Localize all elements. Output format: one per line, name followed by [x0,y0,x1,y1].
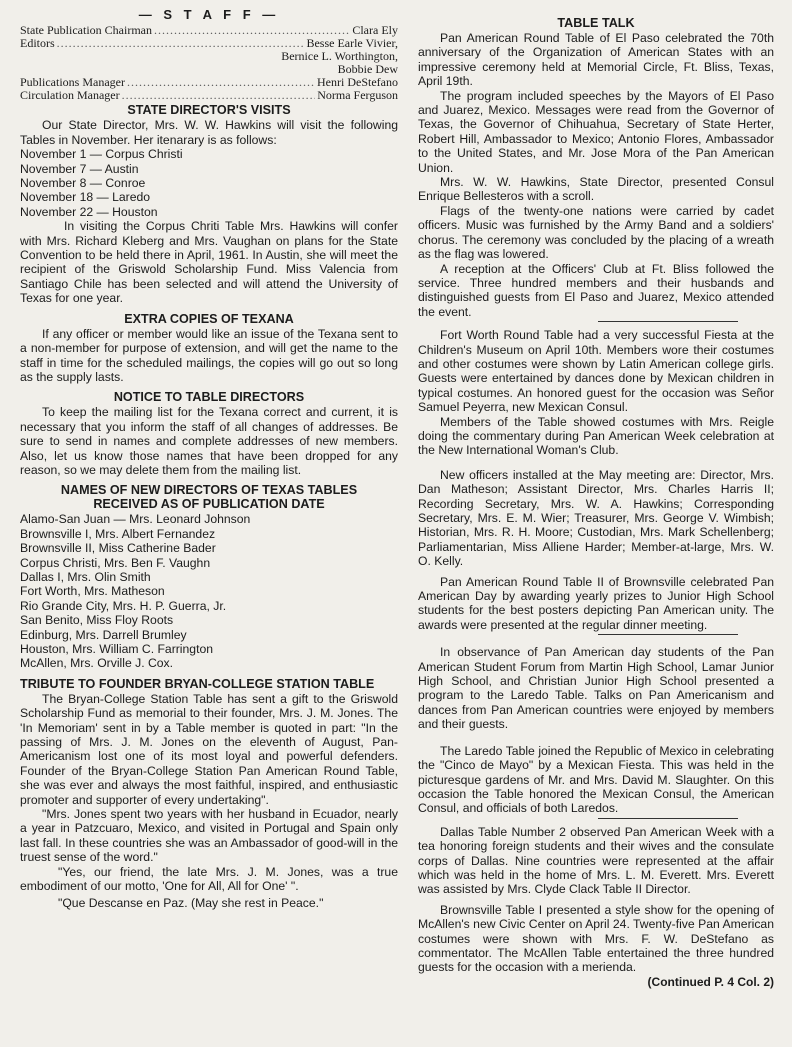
news-item [418,468,774,569]
paragraph: The program included speeches by the Mayors of El Paso and Juarez, Mexico. Messages were read from the Governor of Texas, the Governor of Chihuahua, Secretary of State Herter, Robert Hill, Ambassador to Mexico; Antonio Flores, Ambassador to the United States, and Mr. Jose Mora of the Pan American Union. [418,88,774,175]
staff-row: State Publication Chairman ..... Clara Ely [20,24,398,37]
paragraph: Brownsville Table I presented a style show for the opening of McAllen's new Civic Center on April 24. Twenty-five Pan American costumes were shown with Mrs. F. W. DeStefano as commentator. The McAllen Table entertained the three hundred guests for the occasion with a merienda. [418,902,774,975]
paragraph: "Que Descanse en Paz. (May she rest in Peace." [58,895,324,910]
list-item: November 8 — Conroe [20,176,146,191]
section-heading: TRIBUTE TO FOUNDER BRYAN-COLLEGE STATION TABLE [20,676,375,691]
paragraph: Fort Worth Round Table had a very successful Fiesta at the Children's Museum on April 10th. Members wore their costumes and other costumes were shown by Latin American college girls. Guests were entertained by dances done by Mexican children in typical costumes. An honored guest for the occasion was Señor Samuel Peyerra, new Mexican Consul. [418,328,774,415]
news-item [418,31,774,319]
section-heading: EXTRA COPIES OF TEXANA [124,311,294,326]
divider [598,634,738,635]
director-list [20,512,398,670]
list-item: Brownsville I, Mrs. Albert Fernandez [20,526,216,541]
staff-row: Circulation Manager ..... Norma Ferguson [20,89,398,102]
paragraph: Pan American Round Table of El Paso celebrated the 70th anniversary of the Organization of American States with an impressive ceremony held at Memorial Circle, Ft. Bliss, Texas, April 19th. [418,31,774,89]
list-item: Dallas I, Mrs. Olin Smith [20,569,151,584]
paragraph: "Mrs. Jones spent two years with her husband in Ecuador, nearly a year in Patzcuaro, Mexico, and visited in Portugal and Spain only last fall. In these countries she was an Ambassador of good-will in the truest sense of the word." [20,807,398,865]
paragraph: If any officer or member would like an issue of the Texana sent to a non-member for purpose of extension, and will get the name to the staff in time for the scheduled mailings, the copies will go out so long as the supply lasts. [20,326,398,384]
paragraph: To keep the mailing list for the Texana correct and current, it is necessary that you inform the staff of all changes of addresses. Be sure to send in names and complete addresses of new members. Also, let us know those names that have been dropped for any reason, so we may delete them from the mailing list. [20,405,398,477]
paragraph: The Laredo Table joined the Republic of Mexico in celebrating the "Cinco de Mayo" by a Mexican Fiesta. This was held in the picturesque gardens of Mr. and Mrs. David M. Slaughter. On this occasion the Table honored the Mexican Consul, the American Consul, and officials of both Laredos. [418,743,774,816]
staff-row: Editors ..... Besse Earle Vivier, [20,37,398,50]
paragraph: New officers installed at the May meeting are: Director, Mrs. Dan Matheson; Assistant Director, Mrs. Charles Harris II; Recording Secretary, Mrs. W. A. Hawkins; Corresponding Secretary, Mrs. E. M. Wier; Treasurer, Mrs. George V. Wimbish; Historian, Mrs. R. H. Moore; Custodian, Mrs. Mark Schellenberg; Parliamentarian, Miss Alliene Harder; Member-at-large, Mrs. W. O. Kelly. [418,467,774,569]
left-column [20,8,398,910]
paragraph: In visiting the Corpus Chriti Table Mrs. Hawkins will confer with Mrs. Richard Kleberg and Mrs. Vaughan on plans for the State Convention to be held there in April, 1961. In Austin, she will meet the recipient of the Griswold Scholarship Fund. Miss Valencia from Santiago Chile has been selected and will attend the University of Texas for one year. [20,219,398,306]
list-item: Fort Worth, Mrs. Matheson [20,584,165,599]
list-item: November 22 — Houston [20,204,158,219]
paragraph: "Yes, our friend, the late Mrs. J. M. Jones, was a true embodiment of our motto, 'One for All, All for One' ". [20,864,398,894]
staff-row: Publications Manager ..... Henri DeStefano [20,76,398,89]
right-column [418,8,774,989]
staff-editor-name: Bernice L. Worthington, [281,49,398,64]
section-heading: NAMES OF NEW DIRECTORS OF TEXAS TABLES RECEIVED AS OF PUBLICATION DATE [60,483,358,512]
list-item: San Benito, Miss Floy Roots [20,613,174,628]
staff-list [20,24,398,102]
divider [598,321,738,322]
news-item [418,825,774,897]
list-item: Corpus Christi, Mrs. Ben F. Vaughn [20,555,211,570]
paragraph: Pan American Round Table II of Brownsville celebrated Pan American Day by awarding yearly prizes to Junior High School students for the best posters depicting Pan American unity. The awards were presented at the regular dinner meeting. [418,574,774,632]
list-item: November 18 — Laredo [20,190,151,205]
news-item [418,744,774,816]
news-item [418,902,774,989]
section-heading: NOTICE TO TABLE DIRECTORS [113,390,305,405]
paragraph: The Bryan-College Station Table has sent a gift to the Griswold Scholarship Fund as memorial to their founder, Mrs. J. M. Jones. The 'In Memoriam' sent in by a Table member is quoted in part: "In the passing of Mrs. J. M. Jones on the eleventh of August, Pan-Americanism lost one of its most loyal and powerful defenders. Founder of the Bryan-College Station Pan American Round Table, she was ever and always the most faithful, inspired, and enthusiastic promoter and supporter of every undertaking". [20,691,398,807]
visit-list [20,147,398,219]
paragraph: A reception at the Officers' Club at Ft. Bliss followed the service. Three hundred members and their husbands and distinguished guests from El Paso and Juarez, Mexico attended the event. [418,261,774,319]
section-heading: STATE DIRECTOR'S VISITS [127,103,291,118]
list-item: November 7 — Austin [20,161,139,176]
continued-note: (Continued P. 4 Col. 2) [647,974,774,989]
list-item: November 1 — Corpus Christi [20,147,183,162]
paragraph: Flags of the twenty-one nations were carried by cadet officers. Music was furnished by the Army Band and a soldiers' chorus. The ceremony was concluded by the placing of a wreath as the flag was lowered. [418,203,774,262]
paragraph: Members of the Table showed costumes with Mrs. Reigle doing the commentary during Pan American Week celebration at the New International Woman's Club. [418,414,774,458]
divider [598,818,738,819]
news-item [418,575,774,633]
list-item: Rio Grande City, Mrs. H. P. Guerra, Jr. [20,598,227,613]
news-item [418,328,774,458]
section-heading: TABLE TALK [557,16,635,30]
list-item: Edinburg, Mrs. Darrell Brumley [20,627,187,642]
paragraph: Our State Director, Mrs. W. W. Hawkins will visit the following Tables in November. Her itenarary is as follows: [20,118,398,147]
list-item: McAllen, Mrs. Orville J. Cox. [20,656,174,671]
news-item [418,645,774,731]
list-item: Brownsville II, Miss Catherine Bader [20,541,216,556]
staff-title: — S T A F F — [138,7,280,22]
list-item: Houston, Mrs. William C. Farrington [20,642,214,656]
paragraph: Dallas Table Number 2 observed Pan American Week with a tea honoring foreign students and their wives and the consulate corps of Dallas. Nine countries were represented at the affair which was held in the home of Mrs. L. M. Everett. Mrs. Everett was assisted by Mrs. Clyde Clack Table II Director. [418,824,774,897]
staff-editor-name: Bobbie Dew [337,62,398,77]
list-item: Alamo-San Juan — Mrs. Leonard Johnson [20,512,251,527]
paragraph: Mrs. W. W. Hawkins, State Director, presented Consul Enrique Bellesteros with a scroll. [418,175,774,204]
paragraph: In observance of Pan American day students of the Pan American Student Forum from Martin High School, Lamar Junior High School, and Christian Junior High School presented a program to the Laredo Table. Talks on Pan Americanism and dances from Pan American countries were enjoyed by members and their guests. [418,645,774,732]
